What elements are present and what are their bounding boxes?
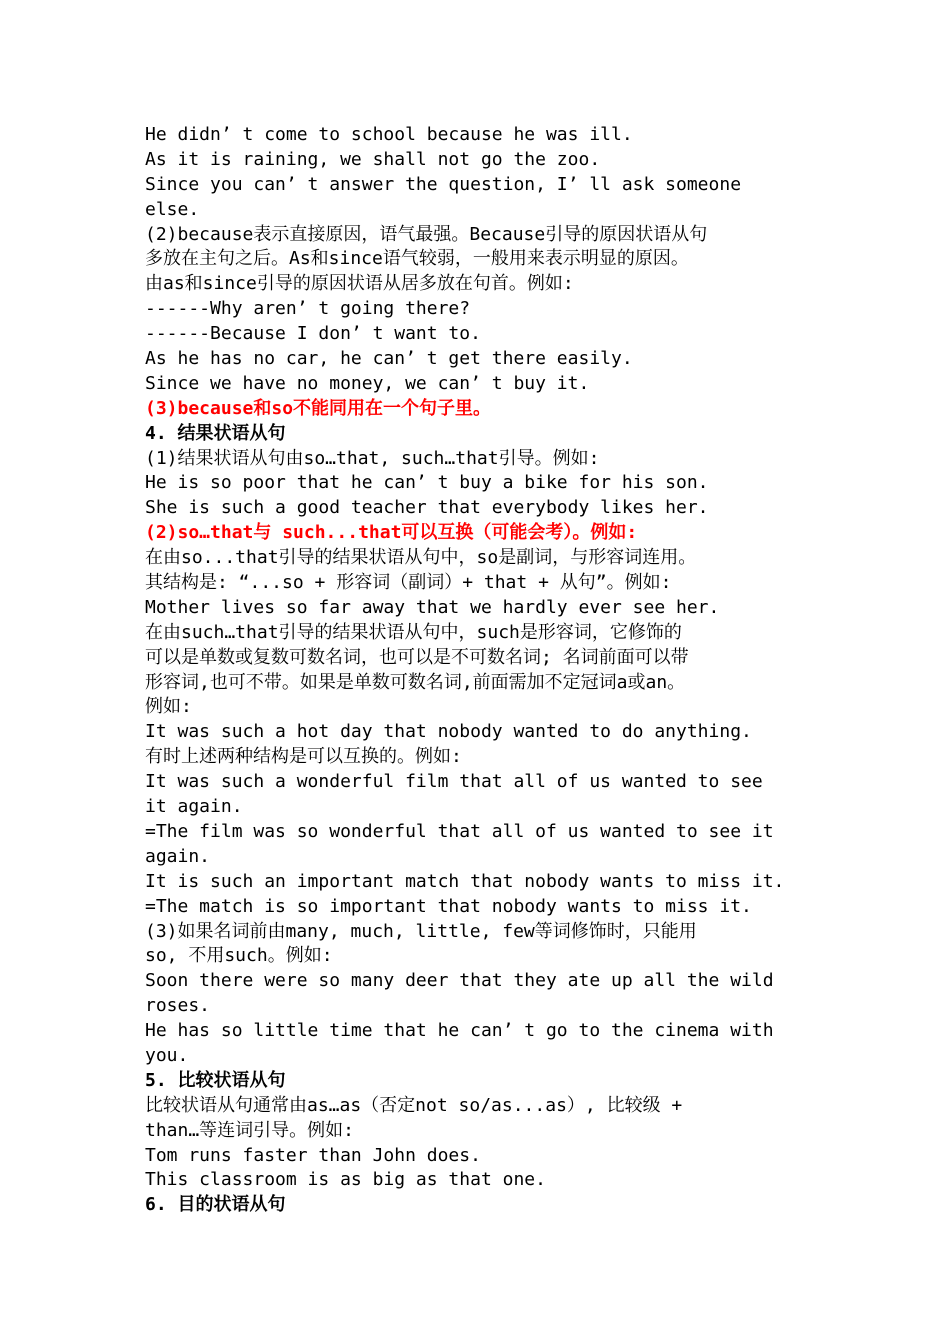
text-line: 在由so...that引导的结果状语从句中，so是副词，与形容词连用。 — [145, 547, 697, 569]
section-heading: 6. 目的状语从句 — [145, 1194, 286, 1216]
text-line: He is so poor that he can’ t buy a bike for his son. — [145, 472, 709, 494]
text-line: It was such a hot day that nobody wanted to do anything. — [145, 721, 752, 743]
text-line: She is such a good teacher that everybody likes her. — [145, 497, 709, 519]
text-line: 其结构是: “...so + 形容词（副词）+ that + 从句”。例如: — [145, 572, 672, 594]
text-line: =The film was so wonderful that all of us wanted to see it — [145, 820, 774, 842]
text-line: He has so little time that he can’ t go to the cinema with — [145, 1020, 774, 1042]
text-line: 形容词,也可不带。如果是单数可数名词,前面需加不定冠词a或an。 — [145, 671, 686, 693]
text-line: Since we have no money, we can’ t buy it. — [145, 372, 590, 394]
text-line: 可以是单数或复数可数名词，也可以是不可数名词; 名词前面可以带 — [145, 646, 689, 668]
text-line: roses. — [145, 995, 211, 1017]
text-line: 多放在主句之后。As和since语气较弱，一般用来表示明显的原因。 — [145, 248, 689, 270]
text-line: 由as和since引导的原因状语从居多放在句首。例如: — [145, 273, 574, 295]
text-line: =The match is so important that nobody wants to miss it. — [145, 895, 752, 917]
text-line: it again. — [145, 796, 243, 818]
text-line: ------Why aren’ t going there? — [145, 298, 471, 320]
text-line: Tom runs faster than John does. — [145, 1144, 481, 1166]
text-line: so, 不用such。例如: — [145, 945, 333, 967]
text-line: As it is raining, we shall not go the zoo. — [145, 148, 601, 170]
text-line: 比较状语从句通常由as…as（否定not so/as...as）, 比较级 + — [145, 1094, 683, 1116]
highlighted-rule-line: (2)so…that与 such...that可以互换（可能会考）。例如: — [145, 522, 638, 544]
text-line: (2)because表示直接原因，语气最强。Because引导的原因状语从句 — [145, 223, 708, 245]
text-line: 有时上述两种结构是可以互换的。例如: — [145, 746, 462, 768]
text-line: again. — [145, 845, 211, 867]
highlighted-rule-line: (3)because和so不能同用在一个句子里。 — [145, 397, 492, 419]
text-line: ------Because I don’ t want to. — [145, 323, 481, 345]
text-line: else. — [145, 198, 200, 220]
text-line: Mother lives so far away that we hardly ever see her. — [145, 596, 720, 618]
text-line: As he has no car, he can’ t get there easily. — [145, 348, 633, 370]
text-line: It is such an important match that nobody wants to miss it. — [145, 870, 785, 892]
text-line: (3)如果名词前由many, much, little, few等词修饰时，只能用 — [145, 920, 697, 942]
section-heading: 5. 比较状语从句 — [145, 1069, 286, 1091]
text-line: It was such a wonderful film that all of us wanted to see — [145, 771, 763, 793]
text-line: (1)结果状语从句由so…that, such…that引导。例如: — [145, 447, 600, 469]
document-page — [145, 123, 813, 1218]
text-line: you. — [145, 1044, 189, 1066]
text-line: Soon there were so many deer that they ate up all the wild — [145, 970, 774, 992]
text-line: This classroom is as big as that one. — [145, 1169, 546, 1191]
text-line: He didn’ t come to school because he was ill. — [145, 124, 633, 145]
text-line: than…等连词引导。例如: — [145, 1119, 355, 1141]
section-heading: 4. 结果状语从句 — [145, 422, 286, 444]
text-line: 在由such…that引导的结果状语从句中，such是形容词，它修饰的 — [145, 621, 682, 643]
text-line: 例如: — [145, 696, 192, 718]
text-line: Since you can’ t answer the question, I’ ll ask someone — [145, 173, 742, 195]
